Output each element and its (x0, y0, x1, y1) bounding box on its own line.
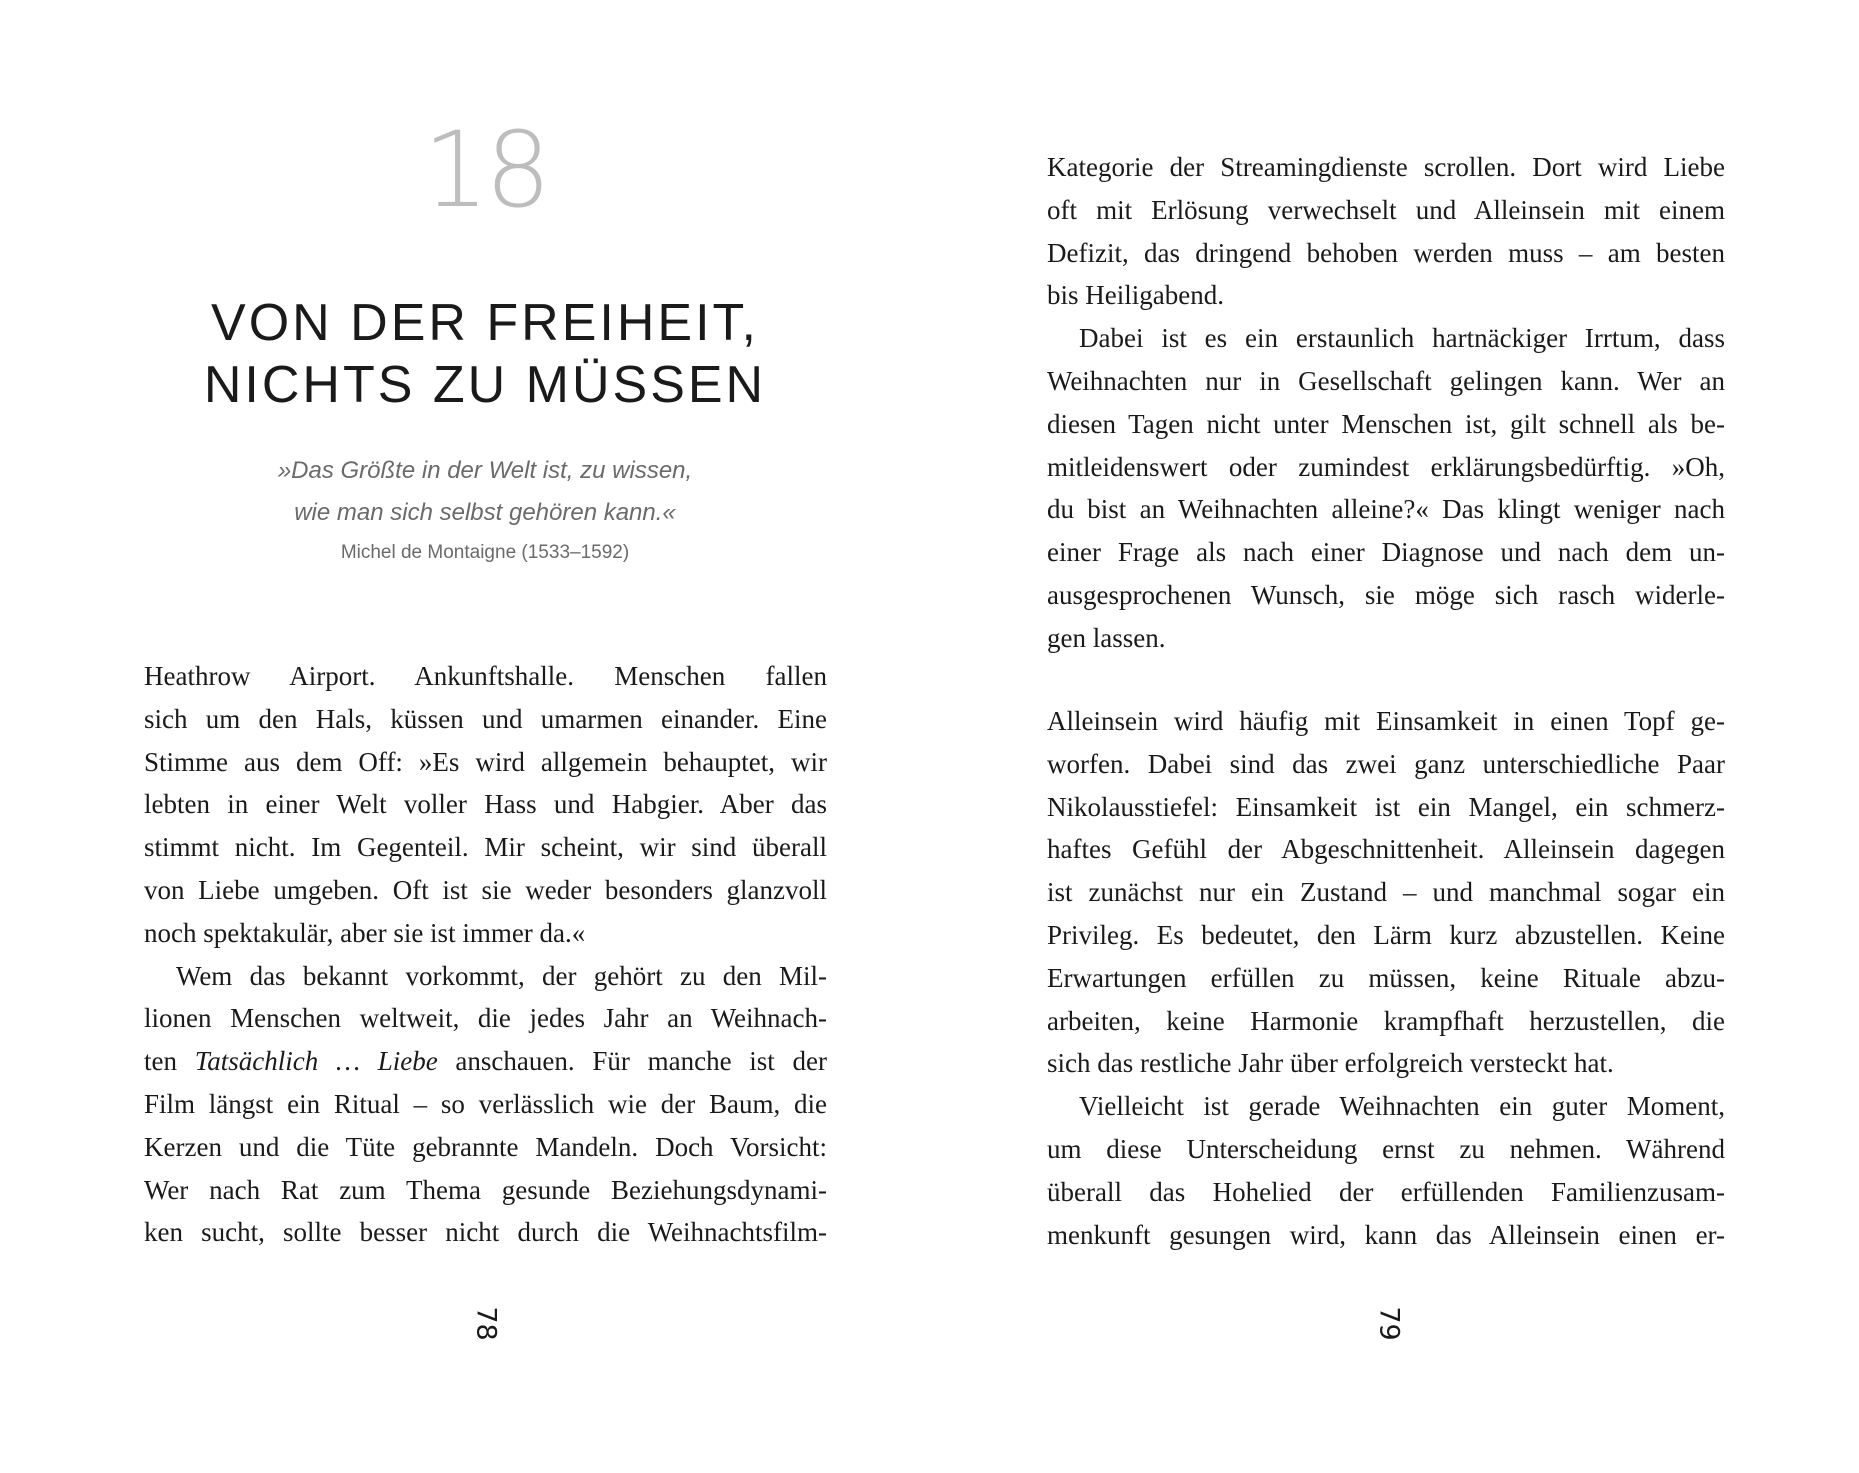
text-line: worfen. Dabei sind das zwei ganz unterschiedliche Paar (1047, 748, 1725, 779)
text-line: Alleinsein wird häufig mit Einsamkeit in einen Topf ge- (1047, 706, 1725, 736)
text-line: diesen Tagen nicht unter Menschen ist, gilt schnell als be- (1047, 408, 1725, 439)
text-line: Heathrow Airport. Ankunftshalle. Menschen fallen (144, 661, 827, 691)
text-line: überall das Hohelied der erfüllenden Familienzusam- (1047, 1176, 1725, 1207)
page-number: 78 (470, 1306, 502, 1341)
text-line: Stimme aus dem Off: »Es wird allgemein behauptet, wir (144, 746, 827, 777)
text-line: ausgesprochenen Wunsch, sie möge sich rasch widerle- (1047, 579, 1725, 610)
epigraph (0, 450, 970, 568)
text-line: lebten in einer Welt voller Hass und Habgier. Aber das (144, 789, 827, 820)
text-line: stimmt nicht. Im Gegenteil. Mir scheint, wir sind überall (144, 832, 827, 863)
text-line: gen lassen. (1047, 622, 1166, 653)
text-line: sich um den Hals, küssen und umarmen einander. Eine (144, 703, 827, 734)
text-line: oft mit Erlösung verwechselt und Alleinsein mit einem (1047, 194, 1725, 225)
text-line: Defizit, das dringend behoben werden muss – am besten (1047, 237, 1725, 268)
text-run: anschauen. Für manche ist der (437, 1046, 827, 1077)
text-line: ist zunächst nur ein Zustand – und manchmal sogar ein (1047, 877, 1725, 908)
text-line: von Liebe umgeben. Oft ist sie weder besonders glanzvoll (144, 874, 827, 905)
page-number: 79 (1373, 1306, 1405, 1341)
text-line: sich das restliche Jahr über erfolgreich versteckt hat. (1047, 1048, 1614, 1079)
text-line: Privileg. Es bedeutet, den Lärm kurz abzustellen. Keine (1047, 919, 1725, 950)
text-line: Wem das bekannt vorkommt, der gehört zu den Mil- (176, 960, 827, 991)
chapter-number: 18 (422, 109, 548, 231)
text-line: mitleidenswert oder zumindest erklärungsbedürftig. »Oh, (1047, 451, 1725, 482)
text-line: Kerzen und die Tüte gebrannte Mandeln. Doch Vorsicht: (144, 1131, 827, 1162)
chapter-title-line: VON DER FREIHEIT, (211, 294, 759, 352)
epigraph-quote-line: wie man sich selbst gehören kann.« (294, 499, 676, 526)
text-line: menkunft gesungen wird, kann das Alleinsein einen er- (1047, 1219, 1725, 1250)
text-line: arbeiten, keine Harmonie krampfhaft herzustellen, die (1047, 1005, 1725, 1036)
text-line: Film längst ein Ritual – so verlässlich wie der Baum, die (144, 1088, 827, 1119)
body-text-right-bottom (1047, 700, 1725, 1256)
epigraph-quote-line: »Das Größte in der Welt ist, zu wissen, (277, 457, 693, 484)
text-line (144, 1040, 827, 1083)
text-line: bis Heiligabend. (1047, 280, 1224, 311)
text-run: ten (144, 1046, 195, 1077)
text-line: Nikolausstiefel: Einsamkeit ist ein Mangel, ein schmerz- (1047, 791, 1725, 822)
text-line: noch spektakulär, aber sie ist immer da.« (144, 917, 586, 948)
text-line: um diese Unterscheidung ernst zu nehmen. Während (1047, 1133, 1725, 1164)
chapter-title (0, 292, 970, 416)
text-line: Wer nach Rat zum Thema gesunde Beziehungsdynami- (144, 1174, 827, 1205)
text-line: Erwartungen erfüllen zu müssen, keine Rituale abzu- (1047, 962, 1725, 993)
film-title: Tatsächlich … Liebe (194, 1046, 438, 1077)
text-line: einer Frage als nach einer Diagnose und nach dem un- (1047, 537, 1725, 568)
text-line: du bist an Weihnachten alleine?« Das klingt weniger nach (1047, 494, 1725, 525)
text-line: haftes Gefühl der Abgeschnittenheit. Alleinsein dagegen (1047, 834, 1725, 865)
text-line: Vielleicht ist gerade Weihnachten ein guter Moment, (1079, 1091, 1725, 1122)
text-line: lionen Menschen weltweit, die jedes Jahr an Weihnach- (144, 1003, 827, 1034)
epigraph-author: Michel de Montaigne (1533–1592) (340, 542, 630, 563)
text-line: Weihnachten nur in Gesellschaft gelingen kann. Wer an (1047, 365, 1725, 396)
body-text-left (144, 655, 827, 1254)
text-line: ken sucht, sollte besser nicht durch die Weihnachtsfilm- (144, 1217, 827, 1248)
chapter-title-line: NICHTS ZU MÜSSEN (203, 356, 767, 414)
text-line: Kategorie der Streamingdienste scrollen. Dort wird Liebe (1047, 152, 1725, 182)
text-line: Dabei ist es ein erstaunlich hartnäckiger Irrtum, dass (1079, 323, 1725, 354)
body-text-right-top (1047, 146, 1725, 660)
